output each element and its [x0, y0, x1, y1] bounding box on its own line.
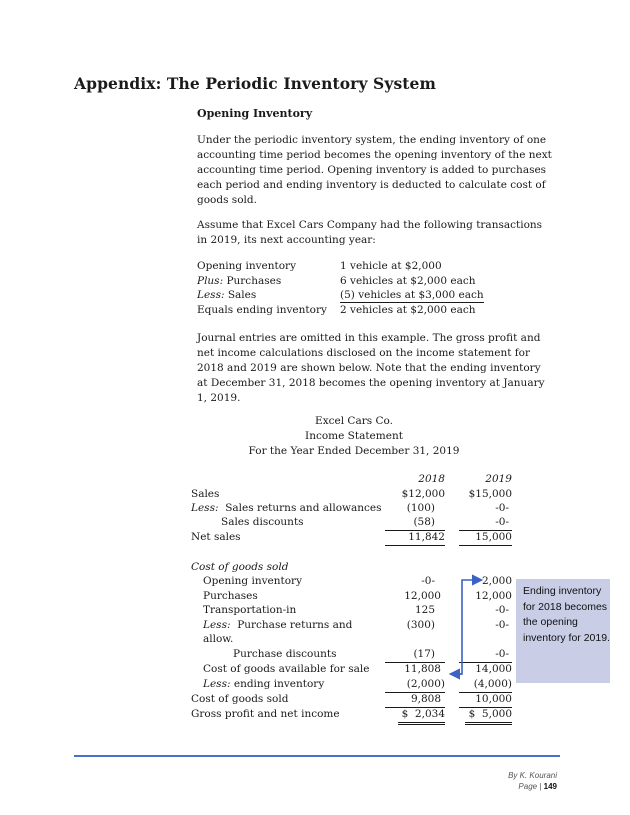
transaction-row: [197, 259, 484, 274]
value-2019: 2,000: [481, 575, 512, 587]
statement-row-purchases: Purchases: [203, 590, 258, 602]
value-2019: 12,000: [475, 590, 512, 602]
value-2018: $12,000: [401, 488, 445, 500]
value-2018: (100): [406, 502, 435, 514]
value-2018: (58): [385, 515, 445, 531]
statement-row-sales-discounts: Sales discounts: [221, 516, 304, 528]
carryover-arrow-icon: [440, 570, 500, 680]
value-2018: $ 2,034: [398, 707, 445, 725]
ending-inventory-note: Ending inventory for 2018 becomes the opening inventory for 2019.: [516, 579, 610, 683]
statement-row-transportation-in: Transportation-in: [203, 604, 297, 616]
statement-row-ending-inventory: Less: ending inventory: [203, 678, 325, 690]
transaction-label: Equals ending inventory: [197, 303, 327, 316]
page-heading: Appendix: The Periodic Inventory System: [74, 74, 437, 93]
statement-title: Income Statement: [305, 430, 403, 442]
statement-row-purchase-returns: Less: Purchase returns and: [203, 619, 353, 631]
statement-row-goods-available: Cost of goods available for sale: [203, 663, 370, 675]
transaction-value: 6 vehicles at $2,000 each: [340, 274, 476, 287]
value-2018: 11,842: [385, 530, 445, 546]
section-subheading: Opening Inventory: [197, 107, 313, 120]
transaction-label: Less: Sales: [197, 289, 257, 301]
transaction-row: [197, 274, 484, 289]
transaction-row: [197, 288, 484, 303]
value-2019: -0-: [495, 502, 509, 514]
statement-row-cogs-heading: Cost of goods sold: [191, 561, 289, 573]
value-2018: 11,808: [404, 663, 441, 675]
transaction-value: 2 vehicles at $2,000 each: [340, 303, 476, 316]
value-2018: 12,000: [404, 590, 441, 602]
statement-title-block: [197, 414, 511, 459]
transaction-value: (5) vehicles at $3,000 each: [340, 289, 484, 301]
transaction-label: Opening inventory: [197, 260, 297, 272]
value-2019: -0-: [495, 619, 509, 631]
value-2019: -0-: [459, 515, 512, 531]
value-2019: -0-: [459, 647, 512, 663]
statement-row-net-sales: Net sales: [191, 531, 241, 543]
statement-row-purchase-discounts: Purchase discounts: [233, 648, 337, 660]
statement-row-gross-profit: Gross profit and net income: [191, 708, 340, 720]
value-2018: (2,000): [385, 677, 445, 693]
value-2019: -0-: [495, 604, 509, 616]
intro-paragraph: Under the periodic inventory system, the ending inventory of one accounting time period becomes the opening inventory of the next accounting time period. Opening inventory is added to purchases each period and ending inventory is deducted to calculate cost of goods sold.: [197, 134, 552, 206]
column-header-2019: 2019: [485, 473, 512, 485]
footer-page-number: Page | 149: [518, 782, 557, 791]
value-2018: -0-: [421, 575, 435, 587]
statement-period: For the Year Ended December 31, 2019: [248, 445, 460, 457]
statement-row-cost-of-goods-sold: Cost of goods sold: [191, 693, 289, 705]
value-2018: 9,808: [385, 692, 445, 708]
footer-author: By K. Kourani: [508, 771, 557, 780]
value-2019: $ 5,000: [465, 707, 512, 725]
statement-row-sales: Sales: [191, 488, 220, 500]
statement-row-sales-returns: Less: Sales returns and allowances: [191, 502, 382, 514]
column-header-2018: 2018: [418, 473, 445, 485]
transaction-label: Plus: Purchases: [197, 274, 282, 287]
footer-divider: [74, 755, 560, 757]
transactions-list: [197, 259, 484, 317]
statement-row-allow-continued: allow.: [203, 633, 234, 645]
transaction-value: 1 vehicle at $2,000: [340, 260, 442, 272]
value-2019: (4,000): [459, 677, 512, 693]
company-name: Excel Cars Co.: [315, 415, 393, 427]
value-2019: 14,000: [475, 663, 512, 675]
value-2019: $15,000: [468, 488, 512, 500]
value-2018: (300): [406, 619, 435, 631]
value-2018: 125: [414, 604, 435, 616]
explanation-paragraph: Journal entries are omitted in this example. The gross profit and net income calculations disclosed on the income statement for 2018 and 2019 are shown below. Note that the ending inventory at December 31, 2018 becomes the opening inventory at January 1, 2019.: [197, 332, 545, 404]
value-2019: 10,000: [459, 692, 512, 708]
value-2018: (17): [385, 647, 445, 663]
transaction-row: [197, 303, 484, 318]
statement-row-opening-inventory: Opening inventory: [203, 575, 303, 587]
assumption-paragraph: Assume that Excel Cars Company had the following transactions in 2019, its next accounting year:: [197, 219, 543, 246]
value-2019: 15,000: [459, 530, 512, 546]
